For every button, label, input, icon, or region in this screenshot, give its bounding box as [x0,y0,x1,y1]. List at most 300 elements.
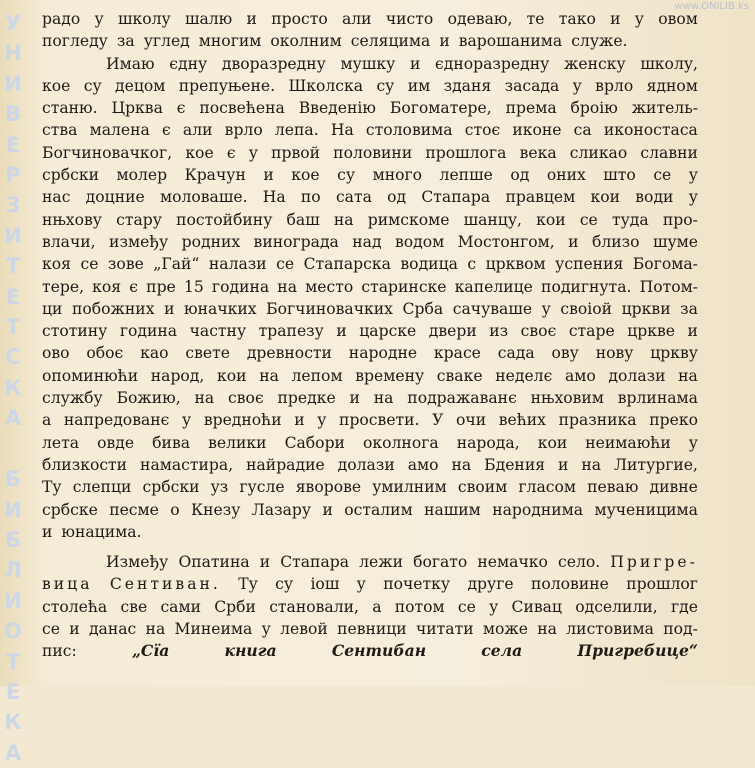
word: врло [595,76,634,95]
word: варошанима [458,32,563,51]
word: близо [591,232,640,251]
stamp-letter: И [4,71,22,96]
word: с [467,255,477,274]
text-line [42,119,698,141]
word: се [80,255,99,274]
word: посвећена [199,99,285,118]
word: у [688,188,698,207]
stamp-letter: Т [5,315,21,340]
text-line [42,432,698,454]
word: на [277,277,297,296]
word: песме [109,500,159,519]
word: али [182,121,213,140]
text-line [42,298,698,320]
word: неделє [495,366,553,385]
word: препуњене. [178,76,276,95]
word: Сивац [511,597,562,616]
word: народа, [456,433,520,452]
word: под- [663,620,698,639]
word: служе. [571,32,628,51]
word: Божию, [116,389,181,408]
word: као [140,344,169,363]
word: своє [520,322,557,341]
word: нашим [424,500,481,519]
word: Сабори [284,433,345,452]
word: гусле [239,478,285,497]
word: овом [658,10,698,28]
word: кои [590,188,621,207]
word: што [603,166,636,185]
text-line [42,409,698,431]
word: и [69,620,80,639]
word: налази [208,255,267,274]
library-stamp [2,8,24,768]
word: станю. [42,99,98,118]
word: долази [337,455,395,474]
word: про- [662,210,698,229]
word: су [337,166,356,185]
text-line [42,53,698,75]
word: слепци [72,478,132,497]
word: древности [246,344,332,363]
word: селяцима [350,32,431,51]
word: У [432,411,444,430]
word: книга [224,641,277,661]
word: сада [497,344,535,363]
word: коя [42,255,71,274]
word: Црква [111,99,163,118]
word: из [489,322,509,341]
text-line [42,209,698,231]
stamp-letter: А [4,406,22,431]
word: найрадие [246,455,325,474]
watermark-site: www.ONILIB.ks [674,1,749,12]
word: неимаюћи [585,433,671,452]
stamp-letter: Р [5,163,21,188]
word: молер [116,166,168,185]
word: нас [42,188,71,207]
word: іош [310,575,340,594]
word: место [305,277,354,296]
word: на [581,455,602,474]
word: ово [42,344,70,363]
stamp-letter: Е [5,284,21,309]
word: капелице [454,277,533,296]
word: єдноразредну [435,54,550,73]
word: туда [611,210,649,229]
stamp-letter: Н [4,41,22,66]
word: и [164,299,175,318]
text-line [42,276,698,298]
word: на [259,366,279,385]
stamp-letter: К [4,375,22,400]
word: постойбину [176,210,273,229]
word: се [579,210,598,229]
word: є [226,143,236,162]
word: велики [208,433,267,452]
word: сачуваше [452,299,533,318]
word: амо [564,366,596,385]
word: одселили, [575,597,658,616]
word: кои [536,210,566,229]
word: Ту [238,575,258,594]
word: може [482,620,528,639]
word: предке [277,389,336,408]
word: школу, [640,54,698,73]
word: Мостонгом, [457,232,555,251]
word: столовима [365,121,453,140]
word: листовима [566,620,654,639]
stamp-letter: Б [4,527,21,552]
word: Школска [288,76,364,95]
word: села [481,641,523,661]
word: првой [271,143,321,162]
word: Сентиван. [109,575,221,594]
word: ства [42,121,78,140]
word: немачко [477,553,548,572]
word: Између [106,553,169,572]
word: половини [333,143,413,162]
word: доцние [85,188,145,207]
word: село. [557,553,601,572]
word: србски [42,166,99,185]
stamp-letter: С [5,345,21,370]
word: о [170,500,180,519]
word: читати [415,620,474,639]
word: углед [143,32,190,51]
word: сата [335,188,372,207]
word: коя [92,277,122,296]
word: лета [42,433,80,452]
word: потом [394,597,445,616]
word: броію [570,99,618,118]
stamp-letter: Б [4,467,21,492]
text-line [42,186,698,208]
word: кое [291,166,320,185]
stamp-letter: В [4,102,21,127]
word: и [439,32,450,51]
word: двери [428,322,477,341]
text-line [42,320,698,342]
word: ци [42,299,63,318]
word: на [537,620,557,639]
word: своє [228,389,264,408]
word: Потом- [639,277,698,296]
word: у [261,620,271,639]
word: на [678,366,698,385]
word: Крачун [184,166,246,185]
word: са [573,121,592,140]
word: у [688,166,698,185]
word: умилним [372,478,447,497]
word: Богчиновачког, [42,143,173,162]
word: Стапарска [303,255,391,274]
word: шалю [184,10,233,28]
word: година [211,277,270,296]
word: очи [456,411,487,430]
text-line [42,142,698,164]
word: и [568,232,579,251]
word: прошлог [626,575,698,594]
word: оних [546,166,586,185]
stamp-letter: У [4,11,22,35]
word: столећа [42,597,108,616]
word: напредованє [63,411,170,430]
word: половине [530,575,609,594]
word: прошлога [425,143,507,162]
stamp-letter: И [4,497,22,522]
word: стоє [464,121,501,140]
word: нњхову [42,210,102,229]
word: чисто [385,10,434,28]
word: є [129,277,139,296]
stamp-letter: Т [5,254,21,279]
word: а [372,597,382,616]
text-line [42,387,698,409]
word: иконостаса [603,121,698,140]
word: успения [555,255,624,274]
word: Сентибан [331,641,427,661]
word: преко [649,411,698,430]
word: тере, [42,277,85,296]
word: у [94,10,104,28]
text-line [42,573,698,595]
word: према [505,99,557,118]
word: тако [558,10,596,28]
word: врлинама [617,389,698,408]
word: просто [271,10,328,28]
word: почетку [383,575,451,594]
word: лепа. [274,121,319,140]
word: по [300,188,321,207]
word: сликао [569,143,628,162]
word: цркву [650,344,698,363]
stamp-letter: Е [5,132,21,157]
word: 15 [183,277,204,296]
word: врло [224,121,263,140]
word: просвети. [339,411,420,430]
word: и [687,322,698,341]
word: є [176,99,186,118]
word: и [42,522,53,541]
word: али [341,10,372,28]
word: сваке [436,366,483,385]
word: времену [355,366,425,385]
word: се [457,597,476,616]
word: и [294,411,305,430]
word: су [376,76,395,95]
word: „Сїа [131,641,170,661]
text-line [42,365,698,387]
word: Срби [214,597,256,616]
word: лепше [439,166,493,185]
word: баш [286,210,320,229]
word: службу [42,389,103,408]
word: народ, [150,366,205,385]
word: у [634,10,644,28]
word: у [356,575,366,594]
word: цркви [621,299,671,318]
text-line [42,75,698,97]
word: своим [457,478,508,497]
word: све [120,597,148,616]
word: частну [189,322,247,341]
word: красе [433,344,481,363]
word: засада [504,76,560,95]
word: женску [564,54,626,73]
text-line [42,97,698,119]
word: житель- [631,99,698,118]
word: уз [210,478,229,497]
word: вица [42,575,93,594]
text-line [42,476,698,498]
word: царске [359,322,417,341]
word: и [610,10,621,28]
word: и [409,54,421,73]
word: у [317,411,327,430]
word: Литургие, [614,455,698,474]
word: старе [568,322,615,341]
word: између [109,232,169,251]
word: ову [551,344,579,363]
word: богато [413,553,468,572]
stamp-letter: Е [5,679,21,704]
word: за [116,32,135,51]
word: влачи, [42,232,96,251]
word: На [262,188,286,207]
text-line [42,342,698,364]
word: мученицима [594,500,698,519]
word: у [248,143,258,162]
word: яворове [295,478,362,497]
word: над [352,232,382,251]
word: много [372,166,423,185]
word: Минеима [174,620,253,639]
word: околним [270,32,342,51]
word: на [373,389,394,408]
word: подражаванє [407,389,517,408]
word: се [653,166,672,185]
word: зове [107,255,144,274]
word: се [276,255,295,274]
word: осталим [344,500,413,519]
word: правцем [505,188,576,207]
word: вредноћи [203,411,282,430]
stamp-letter: Л [4,558,22,583]
word: певници [337,620,407,639]
word: трапезу [258,322,324,341]
word: те [526,10,545,28]
word: за [680,299,698,318]
word: Ту [42,478,62,497]
word: юначких [184,299,257,318]
word: нову [595,344,634,363]
text-line [42,164,698,186]
stamp-letter: О [4,619,22,644]
word: Имаю [106,54,155,73]
document-text [42,8,698,663]
word: славни [640,143,698,162]
word: є [162,121,171,140]
word: юнацима. [61,522,142,541]
word: друге [467,575,514,594]
word: шанцу, [463,210,522,229]
stamp-letter: Т [5,649,21,674]
word: иконе [512,121,562,140]
word: су [83,76,102,95]
text-line [42,30,698,52]
word: Стапара [280,553,350,572]
word: Богоматере, [389,99,492,118]
text-line [42,499,698,521]
word: Богома- [632,255,698,274]
word: на [451,455,472,474]
word: на [333,210,354,229]
word: води [635,188,674,207]
word: своіой [560,299,613,318]
word: многим [198,32,262,51]
word: лежи [359,553,403,572]
word: ядном [646,76,698,95]
word: у [489,597,499,616]
word: винограда [253,232,339,251]
stamp-letter: З [5,193,21,218]
word: сами [160,597,202,616]
word: у [688,433,698,452]
word: бива [152,433,191,452]
word: Введенію [298,99,376,118]
word: близкости [42,455,128,474]
stamp-letter: И [4,223,22,248]
word: моловаше. [159,188,248,207]
stamp-letter: А [4,740,22,765]
word: водом [394,232,445,251]
word: „Гай“ [153,255,200,274]
word: зданя [443,76,492,95]
text-line [42,253,698,275]
word: Лазару [251,500,312,519]
text-line [42,640,698,662]
word: нњховим [530,389,604,408]
text-line [42,454,698,476]
text-line [42,8,698,30]
word: радо [42,10,81,28]
word: Пригребице“ [577,641,698,661]
word: родних [181,232,241,251]
word: србски [142,478,200,497]
word: и [558,455,569,474]
word: и [246,10,257,28]
word: малена [89,121,150,140]
word: кои [217,366,247,385]
word: и [263,166,274,185]
word: старинске [361,277,447,296]
word: околнога [363,433,439,452]
word: кои [537,433,568,452]
word: лепом [291,366,343,385]
word: подигнута. [541,277,632,296]
word: дивне [649,478,698,497]
word: Опатина [178,553,250,572]
word: данас [88,620,137,639]
word: намастира, [140,455,234,474]
word: пис: [42,642,77,661]
word: им [407,76,431,95]
word: и [349,389,360,408]
word: на [194,389,215,408]
text-line [42,521,698,543]
word: у [541,299,551,318]
